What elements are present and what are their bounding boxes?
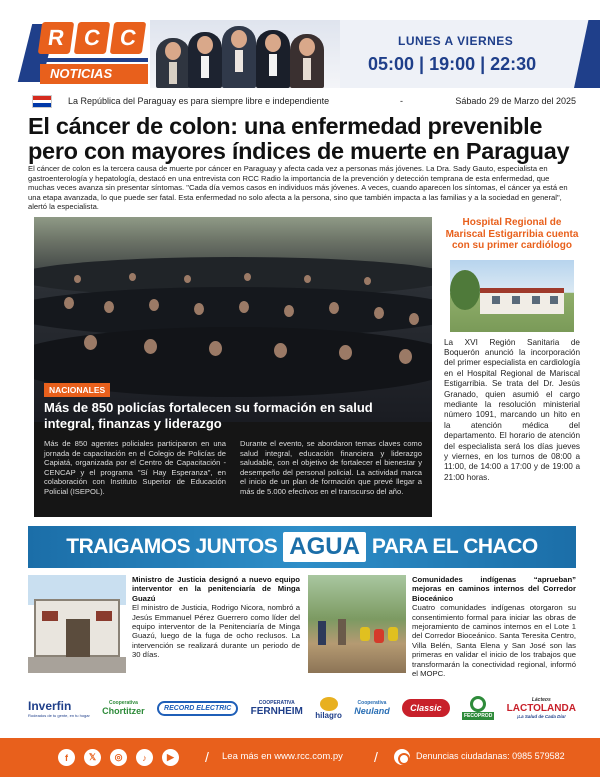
sponsor-strip [28, 688, 576, 728]
schedule-days: LUNES A VIERNES [398, 34, 514, 48]
footer-separator: / [205, 749, 209, 765]
paraguay-flag-icon [32, 95, 52, 108]
tiktok-icon[interactable]: ♪ [136, 749, 153, 766]
sponsor-tagline: ¡La Salud de Cada Día! [516, 714, 566, 719]
sponsor-hilagro[interactable] [315, 697, 342, 720]
sponsor-name: Neuland [354, 706, 390, 716]
banner-text-1: TRAIGAMOS JUNTOS [66, 535, 278, 558]
rcc-logo[interactable] [40, 22, 148, 84]
sponsor-sub: Cooperativa [357, 700, 387, 706]
sponsor-lactolanda[interactable] [507, 697, 576, 719]
sponsor-name: FERNHEIM [250, 705, 303, 717]
section-tag[interactable]: NACIONALES [44, 383, 110, 397]
story-justicia-title[interactable]: Ministro de Justicia designó a nuevo equipo interventor en la penitenciaría de Minga Guazú [132, 575, 300, 603]
story-indigenas-title[interactable]: Comunidades indígenas “aprueban” mejoras en caminos internos del Corredor Bioceánico [412, 575, 576, 603]
story-justicia[interactable] [28, 575, 300, 675]
main-story-col1: Más de 850 agentes policiales participaron en una jornada de capacitación en el Colegio de Policías de Capiatá, organizada por el Centro de Capacitación - CENCAP y el programa "Sí Hay Esperanza", en colaboración con Instituto Superior de Educación Policial (ISEPOL). [44, 439, 226, 496]
sidebar-title[interactable]: Hospital Regional de Mariscal Estigarribia cuenta con su primer cardiólogo [445, 217, 579, 251]
sponsor-classic[interactable] [402, 699, 450, 717]
sponsor-sub: Cooperativa [108, 700, 138, 706]
sponsor-name: hilagro [315, 710, 342, 720]
facebook-icon[interactable]: f [58, 749, 75, 766]
headline-lead: El cáncer de colon es la tercera causa de muerte por cáncer en Paraguay y afecta cada vez a personas más jóvenes. La Dra. Sady Gauto, especialista en gastroenterología y hepatología, destacó en una entrevista con RCC Radio la importancia de la prevención y detección temprana de esta enfermedad, que muchas veces avanza sin presentar síntomas. "Cada día vemos casos en individuos más jóvenes. A veces, cuando aparecen los síntomas, el cáncer ya está en una etapa avanzada, lo que puede ser fatal. Esta enfermedad no solo afecta a la persona, sino que también impacta a las familias y a la sociedad en general", alertó la especialista. [28, 164, 568, 212]
sponsor-chortitzer[interactable] [102, 700, 145, 716]
sponsor-name: Chortitzer [102, 706, 145, 716]
story-indigenas[interactable] [308, 575, 576, 679]
hospital-photo [450, 260, 574, 332]
prison-photo [28, 575, 126, 673]
sponsor-name: LACTOLANDA [506, 703, 576, 714]
story-indigenas-body [412, 575, 576, 678]
header [0, 0, 600, 90]
sponsor-fernheim[interactable] [251, 700, 303, 717]
sponsor-record-electric[interactable] [157, 701, 238, 716]
social-links [58, 749, 179, 766]
story-indigenas-text: Cuatro comunidades indígenas otorgaron su consentimiento formal para iniciar las obras de mejoramiento de caminos internos en el Lote 1 del Corredor Bioceánico. Santa Teresita Centro, Villa Belén, Santa Elena y San José son las primeras en validar el inicio de los trabajos que transformarán la conectividad regional, informó el MOPC. [412, 603, 576, 679]
whatsapp-icon[interactable] [394, 749, 410, 765]
sidebar-story[interactable] [444, 217, 580, 517]
separator: - [400, 96, 403, 106]
sponsor-pre: Lácteos [531, 697, 551, 703]
story-justicia-text: El ministro de Justicia, Rodrigo Nicora, nombró a Jesús Emmanuel Pérez Guerrero como líder del equipo interventor de la Penitenciaría de Minga Guazú, luego de la fuga de ocho reclusos. La intervención se realizará durante un periodo de 30 días. [132, 603, 300, 660]
sponsor-sub: COOPERATIVA [258, 699, 295, 706]
main-story-title[interactable]: Más de 850 policías fortalecen su formación en salud integral, finanzas y liderazgo [44, 400, 373, 431]
main-story[interactable] [34, 217, 432, 517]
fecoprod-icon [470, 696, 486, 712]
edition-date: Sábado 29 de Marzo del 2025 [455, 96, 576, 106]
sponsor-fecoprod[interactable] [462, 696, 494, 720]
story-justicia-body [132, 575, 300, 660]
agua-chaco-banner[interactable] [28, 526, 576, 568]
main-story-col2: Durante el evento, se abordaron temas claves como salud integral, educación financiera y liderazgo saludable, con el objetivo de fortalecer el bienestar y desempeño del personal policial. La actividad marca el inicio de un plan de formación que prevé llegar a más de 5.000 efectivos en el transcurso del año. [240, 439, 422, 496]
sidebar-text: La XVI Región Sanitaria de Boquerón anunció la incorporación del primer especialista en cardiología en el Hospital Regional de Mariscal Estigarribia. Se trata del Dr. Jesús Granado, quien asumió el cargo mediante la resolución ministerial número 1091, marcando un hito en la atención médica del departamento. El horario de atención del especialista será los días jueves y viernes, en los turnos de 08:00 a 11:00, de 14:00 a 17:00 y de 19:00 a 21:00 horas. [444, 337, 580, 482]
banner-highlight: AGUA [283, 532, 366, 562]
banner-text-2: PARA EL CHACO [371, 535, 538, 558]
sponsor-name: Classic [410, 703, 442, 713]
sponsor-inverfin[interactable] [28, 699, 90, 718]
sponsor-name: Inverfin [28, 698, 72, 713]
motto: La República del Paraguay es para siempre libre e independiente [68, 96, 330, 106]
sponsor-name: FECOPROD [463, 713, 493, 719]
hilagro-icon [320, 697, 338, 711]
website-link[interactable]: Lea más en www.rcc.com.py [222, 751, 343, 762]
headline[interactable]: El cáncer de colon: una enfermedad prevenible pero con mayores índices de muerte en Paraguay [28, 113, 570, 164]
logo-letter: C [110, 22, 146, 54]
footer-separator: / [374, 749, 378, 765]
logo-subtitle: NOTICIAS [40, 64, 148, 84]
instagram-icon[interactable]: ◎ [110, 749, 127, 766]
sponsor-tagline: Rodeados de tu gente, en tu hogar [28, 712, 90, 718]
community-photo [308, 575, 406, 673]
footer [0, 738, 600, 777]
logo-letter: R [38, 22, 74, 54]
logo-letter: C [74, 22, 110, 54]
schedule-box [340, 20, 600, 88]
complaints-phone[interactable]: Denuncias ciudadanas: 0985 579582 [416, 751, 565, 761]
sponsor-neuland[interactable] [354, 700, 390, 716]
sponsor-name: RECORD ELECTRIC [164, 704, 232, 712]
logo-stripe [40, 58, 148, 62]
youtube-icon[interactable]: ▶ [162, 749, 179, 766]
schedule-times: 05:00 | 19:00 | 22:30 [368, 54, 537, 74]
x-icon[interactable]: 𝕏 [84, 749, 101, 766]
hosts-photo [150, 20, 340, 88]
date-bar [30, 93, 576, 111]
